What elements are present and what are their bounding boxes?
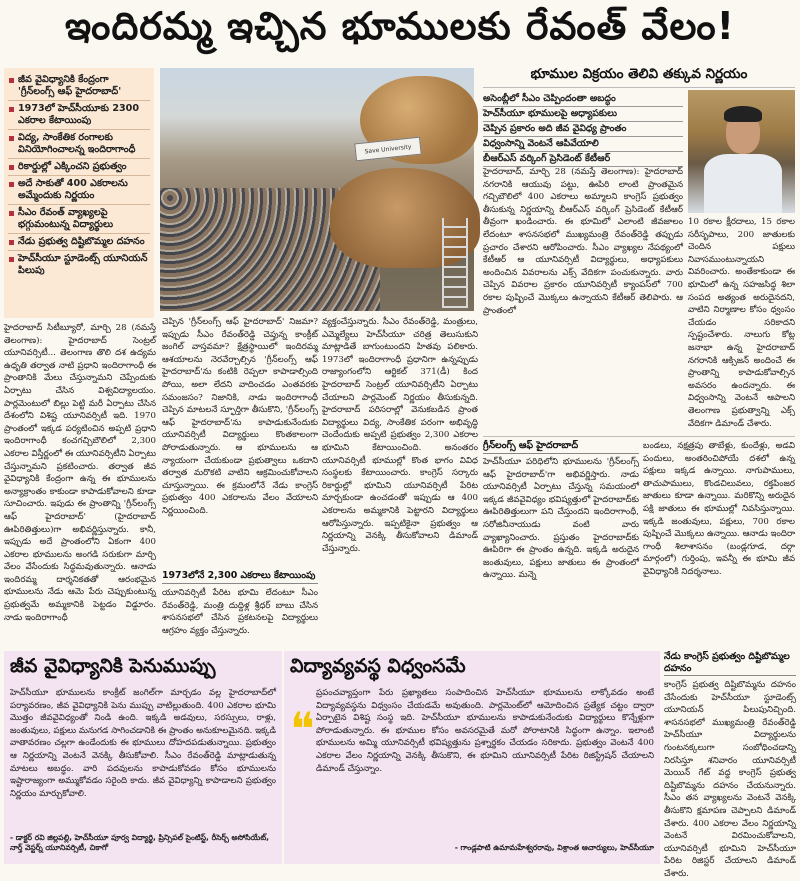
divider bbox=[483, 436, 795, 437]
opinion-title: జీవ వైవిధ్యానికి పెనుముప్పు bbox=[10, 655, 216, 677]
highlight-item: జీవ వైవిధ్యానికి కేంద్రంగా 'గ్రీన్‌లంగ్స్ ఆఫ్ హైదరాబాద్' bbox=[8, 72, 150, 101]
opinion-title: విద్యావ్యవస్థ విధ్వంసమే bbox=[290, 655, 466, 677]
highlight-item: సీఎం రేవంత్ వ్యాఖ్యలపై భగ్గుమంటున్న విద్యార్థులు bbox=[8, 205, 150, 234]
highlight-item: విద్య, సాంకేతిక రంగాలకు వినియోగించాలన్న ఇందిరాగాంధీ bbox=[8, 130, 150, 159]
sidebar-subheads bbox=[483, 92, 683, 167]
highlight-item: అదే సాకుతో 400 ఎకరాలను అమ్మేందుకు నిర్ణయం bbox=[8, 176, 150, 205]
sidebar-subhead-line: హెచ్‌సీయూ భూములపై అధ్యాపకులు bbox=[483, 107, 683, 122]
article-text: యూనివర్సిటీ పేరిట భూమి లేదంటూ సీఎం రేవంత్‌రెడ్డి, మంత్రి దుద్దిళ్ల శ్రీధర్ బాబు చేసిన శాసనసభలో చేసిన ప్రకటనలపై విద్యార్థులు ఆగ్రహం వ్యక్తం చేస్తున్నారు. bbox=[162, 588, 318, 636]
highlight-item: రికార్డుల్లో ఎక్కించని ప్రభుత్వం bbox=[8, 159, 150, 176]
article-subhead: 1973లోనే 2,300 ఎకరాలు కేటాయింపు bbox=[162, 570, 318, 584]
highlight-item: హెచ్‌సీయూ స్టూడెంట్స్ యూనియన్ పిలుపు bbox=[8, 251, 150, 279]
highlight-item: నేడు ప్రభుత్వ దిష్టిబొమ్మల దహనం bbox=[8, 234, 150, 251]
sidebar-title: భూముల విక్రయం తెలివి తక్కువ నిర్ణయం bbox=[530, 66, 748, 82]
opinion-text: హెచ్‌సీయూ భూములను కాంక్రీట్ జంగిల్‌గా మార్చడం వల్ల హైదరాబాద్‌లో పర్యావరణం, జీవ వైవిధ్యానికి పెను ముప్పు వాటిల్లుతుంది. 400 ఎకరాల భూమి మొత్తం జీవవైవిధ్యంతో నిండి ఉంది. ఇక్కడి అడవులు, సరస్సులు, రాళ్లు, జంతువులు, పక్షులు మనుగడ సాగించడానికి ఈ ప్రాంతం అనుకూలమైనది. ఇక్కడి వాతావరణం చల్లగా ఉండేందుకు ఈ భూములు దోహదపడుతున్నాయి. ప్రభుత్వం ఆ నిర్ణయాన్ని వెంటనే వెనక్కి తీసుకోవాలి. సీఎం రేవంత్‌రెడ్డి మాట్లాడుతున్న మాటలు అబద్ధం. వారి పదవులను కాపాడుకోవడం కోసం భూములను ఇష్టారాజ్యంగా అమ్ముకోవడం సరైంది కాదు. జీవ వైవిధ్యాన్ని కాపాడాలని ప్రభుత్వం నిర్ణయం మార్చుకోవాలి. bbox=[10, 688, 276, 799]
sidebar-subhead-line: బీఆర్ఎస్ వర్కింగ్ ప్రెసిడెంట్ కేటీఆర్ bbox=[483, 152, 683, 167]
quote-mark-icon: ❝ bbox=[290, 702, 315, 756]
highlight-item: 1973లో హెచ్‌సీయూకు 2300 ఎకరాల కేటాయింపు bbox=[8, 101, 150, 130]
sidebar-text-left: హైదరాబాద్, మార్చి 28 (నమస్తే తెలంగాణ): హైదరాబాద్ నగరానికి ఆయువు పట్టు, ఊపిరి లాంటి ప్రాంతమైన గచ్చిబౌలిలో 400 ఎకరాలు అమ్మాలని కాంగ్రెస్ ప్రభుత్వం తీసుకున్న నిర్ణయాన్ని బీఆర్ఎస్ వర్కింగ్ ప్రెసిడెంట్ కేటీఆర్ తీవ్రంగా ఖండించారు. ఈ భూమిలో ఎలాంటి జీవజాలం లేదంటూ శాసనసభలో ముఖ్యమంత్రి రేవంత్‌రెడ్డి తప్పుడు ప్రచారం చేశారని ఆరోపించారు. సీఎం వ్యాఖ్యల నేపథ్యంలో కేటీఆర్ ఆ యూనివర్సిటీ విద్యార్థులు, అధ్యాపకులు అందించిన వివరాలను ఎక్స్ వేదికగా పంచుకున్నారు. వారు చెప్పిన వివరాల ప్రకారం యూనివర్సిటీ క్యాంపస్‌లో 700 రకాల పుష్పించే మొక్కలు ఉన్నాయని కేటీఆర్ తెలిపారు. ఆ ప్రాంతంలో bbox=[483, 167, 683, 316]
sidebar-lower-left bbox=[483, 440, 639, 648]
highlights-box bbox=[4, 68, 154, 318]
opinion-signature: - గాండ్లపాటి ఉమామహేశ్వరరావు, విశ్రాంత ఆచార్యులు, హెచ్‌సీయూ bbox=[454, 843, 654, 852]
portrait-hair bbox=[724, 106, 762, 122]
article-column-middle bbox=[162, 316, 318, 648]
sidebar-subhead: గ్రీన్‌లంగ్స్ ఆఫ్ హైదరాబాద్ bbox=[483, 440, 639, 454]
article-effigy-burning bbox=[664, 651, 796, 879]
opinion-text: ప్రపంచవ్యాప్తంగా పేరు ప్రఖ్యాతలు సంపాదించిన హెచ్‌సీయూ భూములను లాక్కోవడం అంటే విద్యావ్యవస్థను విధ్వంసం చేయడమే అవుతుంది. పార్లమెంట్‌లో ఆమోదించిన ప్రత్యేక చట్టం ద్వారా ఏర్పాటైన విశిష్ట సంస్థ ఇది. హెచ్‌సీయూ భూములను కాపాడుకునేందుకు విద్యార్థులు కొన్నేళ్లుగా పోరాడుతున్నారు. ఈ భూముల కోసం అవసరమైతే మరో పోరాటానికి సిద్ధంగా ఉన్నాం. ఇలాంటి భూములను అమ్మి యూనివర్సిటీ భవిష్యత్తును ప్రశ్నార్థకం చేయడం సరికాదు. ప్రభుత్వం వెంటనే 400 ఎకరాల వేలం నిర్ణయాన్ని వెనక్కి తీసుకొని, ఈ భూమిని యూనివర్సిటీ పేరిట రిజిస్ట్రేషన్ చేయాలని డిమాండ్ చేస్తున్నాం. bbox=[316, 688, 654, 774]
sidebar-subhead-line: విధ్వంసాన్ని వెంటనే ఆపివేయాలి bbox=[483, 137, 683, 152]
sidebar-subhead-line: అసెంబ్లీలో సీఎం చెప్పిందంతా అబద్ధం bbox=[483, 92, 683, 107]
headline: ఇందిరమ్మ ఇచ్చిన భూములకు రేవంత్ వేలం! bbox=[65, 4, 735, 48]
article-subhead: నేడు కాంగ్రెస్ ప్రభుత్వం దిష్టిబొమ్మల దహనం bbox=[664, 651, 796, 676]
article-column-left: హైదరాబాద్ సిటీబ్యూరో, మార్చి 28 (నమస్తే తెలంగాణ): హైదరాబాద్ సెంట్రల్ యూనివర్సిటీ... తెలంగాణ తొలి దశ ఉద్యమ ఉధృతి తర్వాత నాటి ప్రధాని ఇందిరాగాంధీ ఈ ప్రాంతానికి మేలు చేస్తున్నామని చెప్పేందుకు ఏర్పాటు చేసిన విశ్వవిద్యాలయం. పార్లమెంటులో బిల్లు పెట్టి మరీ ఏర్పాటు చేసిన దేశంలోని విశిష్ట యూనివర్సిటీ ఇది. 1970 ప్రాంతంలో ఇక్కడ పర్యటించిన అప్పటి ప్రధాని ఇందిరాగాంధీ కంచగచ్చిబౌలిలో 2,300 ఎకరాల విస్తీర్ణంలో ఈ యూనివర్సిటీని ఏర్పాటు చేస్తున్నామని ప్రకటించారు. తర్వాత జీవ వైవిధ్యానికి కేంద్రంగా ఉన్న ఈ భూములను అన్యాక్రాంతం కాకుండా కాపాడుకోవాలని కూడా సూచించారు. ఇపుడు ఈ ప్రాంతాన్ని 'గ్రీన్‌లంగ్స్ ఆఫ్ హైదరాబాద్' (హైదరాబాద్ ఊపిరితిత్తులు)గా అభివర్ణిస్తున్నారు. కానీ, ఇప్పుడు అదే ప్రాంతంలోని ఏకంగా 400 ఎకరాల భూములను అంగడి సరుకుగా మార్చి వేలం వేసేందుకు సిద్ధమవుతున్నారు. ఆనాడు ఇందిరమ్మ దార్శనికతతో ఆరంభమైన భూములను నేడు ఆమె పేరు చెప్పుకుంటున్న ప్రభుత్వమే అమ్మకానికి పెట్టడం విడ్డూరం. నాడు ఇందిరాగాంధీ bbox=[4, 323, 156, 623]
ladder-image bbox=[442, 218, 468, 308]
opinion-box-biodiversity bbox=[4, 651, 282, 864]
opinion-signature: - డాక్టర్ రవి జిల్లపల్లి, హెచ్‌సీయూ పూర్వ విద్యార్థి, ప్రిన్సిపల్ సైంటిస్ట్, రీసెర్చ్ అసోసియేట్, నార్త్ వెస్టర్న్ యూనివర్సిటీ, చికాగో bbox=[10, 833, 270, 852]
sidebar-subhead-line: చెప్పిన ప్రకారం అది జీవ వైవిధ్య ప్రాంతం bbox=[483, 122, 683, 137]
protest-photo bbox=[160, 68, 474, 311]
article-column-right: వ్యక్తంచేస్తున్నారు. సీఎం రేవంత్‌రెడ్డి, మంత్రులు, ఎమ్మెల్యేలు హెచ్‌సీయూ చరిత్ర తెలుసుకుని మాట్లాడితే బాగుంటుందని హితవు పలికారు. 1973లో ఇందిరాగాంధీ ప్రధానిగా ఉన్నప్పుడు రాజ్యాంగంలోని ఆర్టికల్ 371(డీ) కింద హైదరాబాద్ సెంట్రల్ యూనివర్సిటీని ఏర్పాటు చేయాలని పార్లమెంట్ నిర్ణయం తీసుకున్నది. హైదరాబాద్ పరిసరాల్లో వెనుకబడిన ప్రాంత విద్యార్థులు విద్య, సాంకేతిక పరంగా అభివృద్ధి చెందేందుకు అప్పటి ప్రభుత్వం 2,300 ఎకరాల భూమిని కేటాయించింది. అనంతరం యూనివర్సిటీ భూముల్లో కొంత భాగం వివిధ సంస్థలకు కేటాయించారు. కాంగ్రెస్ సర్కారు రికార్డుల్లో భూమిని యూనివర్సిటీ పేరిట మార్చకుండా ఉంచడంతో ఇప్పుడు ఆ 400 ఎకరాలను అమ్మకానికి పెట్టారని విద్యార్థులు ఆరోపిస్తున్నారు. ఇప్పటికైనా ప్రభుత్వం ఆ నిర్ణయాన్ని వెనక్కి తీసుకోవాలని డిమాండ్ చేస్తున్నారు. bbox=[322, 317, 478, 554]
protest-banner: Save University bbox=[354, 137, 422, 162]
sidebar-text: హెచ్‌సీయూ పరిధిలోని భూములను 'గ్రీన్‌లంగ్స్ ఆఫ్ హైదరాబాద్'గా అభివర్ణిస్తారు. నాడు యూనివర్సిటీ ఏర్పాటు చేస్తున్న సమయంలో ఇక్కడ జీవవైవిధ్యం భవిష్యత్తులో హైదరాబాద్‌కు ఊపిరితిత్తులుగా పని చేస్తుందని ఇందిరాగాంధీ, సరోజినీనాయుడు వంటి వారు వ్యాఖ్యానించారు. ప్రస్తుతం హైదరాబాద్‌కు ఊపిరిగా ఈ ప్రాంతం ఉన్నది. ఇక్కడి అరుదైన జంతువులు, పక్షులు జాతులు ఈ ప్రాంతంలో ఉన్నాయి. మన్నె bbox=[483, 457, 639, 581]
sidebar-lower-right: బండలు, నక్షత్రపు తాబేళ్లు, కుందేళ్లు, అడవి పందులు, అంతరించిపోయే దశలో ఉన్న పక్షులు ఇక్కడ ఉన్నాయి. నాగుపాములు, తాచుపాములు, కొండచిలువలు, రక్తపింజర జాతులు కూడా ఉన్నాయి. మరికొన్ని అరుదైన పక్షి జాతులు ఈ భూముల్లో నివసిస్తున్నాయి. ఇక్కడి జంతువులు, పక్షులు, 700 రకాల పుష్పించే మొక్కలు ఉన్నాయి. ఆనాడు ఇందిరా గాంధీ శిలాశాసనం (బండ్లగూడ, దర్గా మార్గంలో) గుర్తింపు, ఇవన్నీ ఈ భూమి జీవ వైవిధ్యానికి నిదర్శనాలు. bbox=[643, 441, 795, 577]
sidebar-text-right: 10 రకాల క్షీరదాలు, 15 రకాల సరీసృపాలు, 200 జాతులకు చెందిన పక్షులు నివాసముంటున్నాయని వివరించారు. అంతేకాకుండా ఈ భూమిలో ఉన్న సహజసిద్ధ శిలా సంపద అత్యంత అరుదైనదని, వాటిని నిర్మాణాల కోసం ధ్వంసం చేయడం సరికాదని స్పష్టంచేశారు. నాలుగు కోట్ల జనాభా ఉన్న హైదరాబాద్ నగరానికి ఆక్సిజన్ అందించే ఈ ప్రాంతాన్ని కాపాడుకోవాల్సిన అవసరం ఉందన్నారు. ఈ విధ్వంసాన్ని వెంటనే ఆపాలని తెలంగాణ ప్రభుత్వాన్ని ఎక్స్ వేదికగా డిమాండ్ చేశారు. bbox=[688, 217, 795, 429]
divider bbox=[483, 87, 795, 88]
opinion-box-education bbox=[284, 651, 660, 864]
ktr-portrait bbox=[688, 90, 795, 213]
article-text: చెప్పిన 'గ్రీన్‌లంగ్స్ ఆఫ్ హైదరాబాద్' నిజమా? ఇప్పుడు సీఎం రేవంత్‌రెడ్డి చెప్తున్న కాంక్రీట్ జంగిల్ వాస్తవమా? క్షేత్రస్థాయిలో ఇందిరమ్మ ఆశయాలను నెరవేర్చాల్సిన 'గ్రీన్‌లంగ్స్ ఆఫ్ హైదరాబాద్'ను కంటికి రెప్పలా కాపాడాల్సింది పోయి, అలా లేదని వాదించడం ఎంతవరకు సమంజసం? నిజానికి, నాడు ఇందిరాగాంధీ చెప్పిన మాటలనే స్ఫూర్తిగా తీసుకొని, 'గ్రీన్‌లంగ్స్ ఆఫ్ హైదరాబాద్'ను కాపాడుకునేందుకు యూనివర్సిటీ విద్యార్థులు కొంతకాలంగా పోరాడుతున్నారు. ఆ భూములను ఆ న్యాయంగా చేయకుండా ప్రభుత్వాలు ఒకదాని తర్వాత మరొకటి వాటిని ఆక్రమించుకోవాలని చూస్తున్నాయి. ఈ క్రమంలోనే నేడు కాంగ్రెస్ ప్రభుత్వం 400 ఎకరాలను వేలం వేయాలని నిర్ణయించింది. bbox=[162, 317, 318, 516]
article-text: కాంగ్రెస్ ప్రభుత్వ దిష్టిబొమ్మను దహనం చేసేందుకు హెచ్‌సీయూ స్టూడెంట్స్ యూనియన్ పిలుపునిచ్చింది. శాసనసభలో ముఖ్యమంత్రి రేవంత్‌రెడ్డి హెచ్‌సీయూ విద్యార్థులను గుంటనక్కలుగా సంబోధించడాన్ని నిరసిస్తూ శనివారం యూనివర్సిటీ మెయిన్ గేట్ వద్ద కాంగ్రెస్ ప్రభుత్వ దిష్టిబొమ్మను దహనం చేయనున్నారు. సీఎం తన వ్యాఖ్యలను వెంటనే వెనక్కి తీసుకొని క్షమాపణ చెప్పాలని డిమాండ్ చేశారు. 400 ఎకరాల వేలం నిర్ణయాన్ని వెంటనే విరమించుకోవాలని, యూనివర్సిటీ భూమిని హెచ్‌సీయూ పేరిట రిజిస్టర్ చేయాలని డిమాండ్ చేశారు. bbox=[664, 680, 796, 879]
portrait-shirt bbox=[704, 154, 782, 213]
